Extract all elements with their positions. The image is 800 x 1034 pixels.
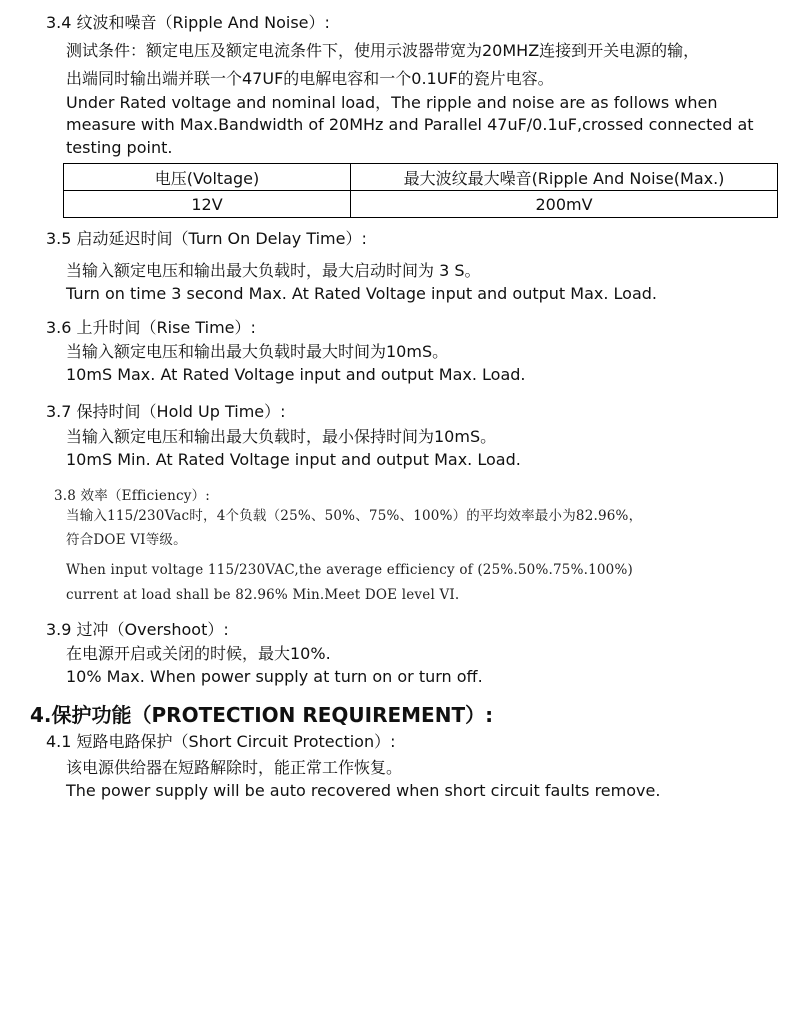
table-cell-voltage: 12V — [64, 191, 351, 218]
section-3-8-cn-line-1: 当输入115/230Vac时，4个负载（25%、50%、75%、100%）的平均效率最小为82.96%， — [66, 508, 643, 524]
section-3-8-en-line-1: When input voltage 115/230VAC,the average efficiency of (25%.50%.75%.100%) — [66, 562, 633, 578]
table-header-ripple-noise: 最大波纹最大噪音(Ripple And Noise(Max.) — [351, 164, 778, 191]
section-3-6-cn: 当输入额定电压和输出最大负载时最大时间为10mS。 — [66, 342, 449, 361]
section-3-8-heading: 3.8 效率（Efficiency）: — [54, 488, 211, 504]
section-3-4-cn-line-1: 测试条件：额定电压及额定电流条件下，使用示波器带宽为20MHZ连接到开关电源的输， — [66, 41, 700, 60]
table-header-voltage: 电压(Voltage) — [64, 164, 351, 191]
section-3-9-en: 10% Max. When power supply at turn on or turn off. — [66, 667, 483, 686]
section-4-1-heading: 4.1 短路电路保护（Short Circuit Protection）: — [46, 732, 396, 751]
section-3-8-cn-line-2: 符合DOE VI等级。 — [66, 532, 187, 548]
section-3-7-heading: 3.7 保持时间（Hold Up Time）: — [46, 402, 286, 421]
section-3-4-heading: 3.4 纹波和噪音（Ripple And Noise）: — [46, 13, 330, 32]
table-cell-ripple-noise: 200mV — [351, 191, 778, 218]
section-3-5-cn: 当输入额定电压和输出最大负载时，最大启动时间为 3 S。 — [66, 261, 481, 280]
section-3-6-heading: 3.6 上升时间（Rise Time）: — [46, 318, 256, 337]
section-3-7-en: 10mS Min. At Rated Voltage input and output Max. Load. — [66, 450, 521, 469]
table-row — [64, 191, 778, 218]
table-header-row — [64, 164, 778, 191]
section-4-heading: 4.保护功能（PROTECTION REQUIREMENT）: — [30, 703, 494, 727]
section-4-1-en: The power supply will be auto recovered when short circuit faults remove. — [66, 781, 661, 800]
section-4-1-cn: 该电源供给器在短路解除时，能正常工作恢复。 — [66, 758, 403, 777]
section-3-6-en: 10mS Max. At Rated Voltage input and output Max. Load. — [66, 365, 526, 384]
section-3-4-cn-line-2: 出端同时输出端并联一个47UF的电解电容和一个0.1UF的瓷片电容。 — [66, 69, 554, 88]
ripple-noise-table — [63, 163, 778, 218]
section-3-4-en-line-1: Under Rated voltage and nominal load，The ripple and noise are as follows when — [66, 93, 718, 112]
section-3-4-en-line-3: testing point. — [66, 138, 173, 157]
section-3-8-en-line-2: current at load shall be 82.96% Min.Meet DOE level VI. — [66, 587, 460, 603]
section-3-5-en: Turn on time 3 second Max. At Rated Voltage input and output Max. Load. — [66, 284, 657, 303]
section-3-4-en-line-2: measure with Max.Bandwidth of 20MHz and Parallel 47uF/0.1uF,crossed connected at — [66, 115, 754, 134]
section-3-9-cn: 在电源开启或关闭的时候，最大10%. — [66, 644, 331, 663]
section-3-7-cn: 当输入额定电压和输出最大负载时，最小保持时间为10mS。 — [66, 427, 497, 446]
section-3-9-heading: 3.9 过冲（Overshoot）: — [46, 620, 229, 639]
section-3-5-heading: 3.5 启动延迟时间（Turn On Delay Time）: — [46, 229, 367, 248]
